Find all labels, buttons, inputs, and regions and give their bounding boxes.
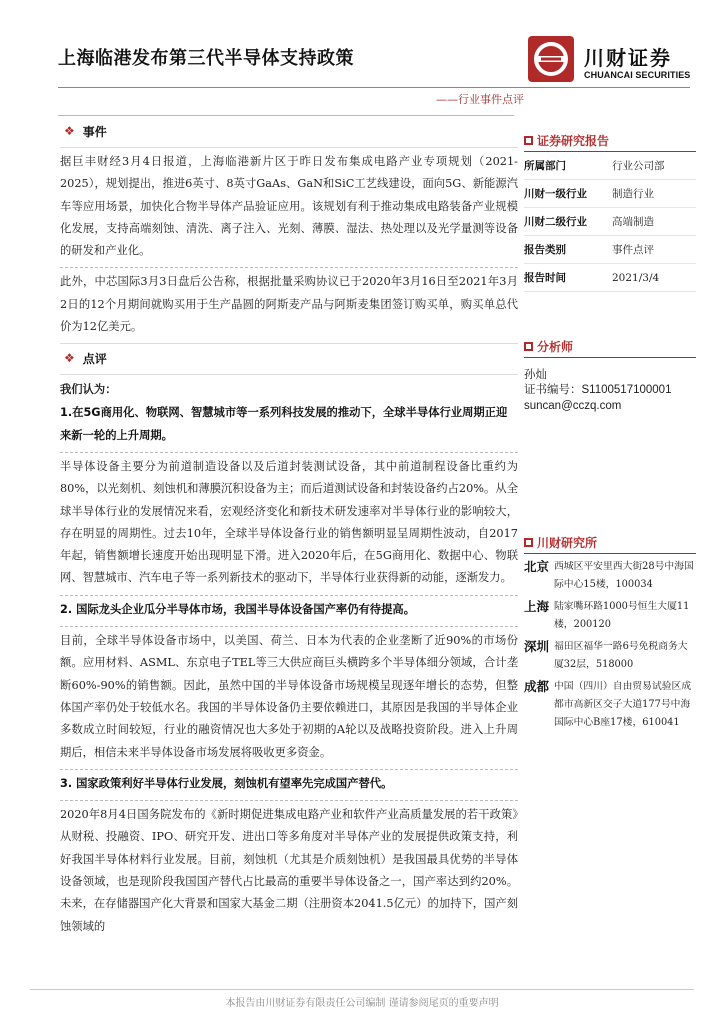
analyst-heading xyxy=(524,336,696,356)
point-body: 2020年8月4日国务院发布的《新时期促进集成电路产业和软件产业高质量发展的若干政策》从财税、投融资、IPO、研究开发、进出口等多角度对半导体产业的发展提供政策支持，利好我国半导体材料行业发展。目前，刻蚀机（尤其是介质刻蚀机）是我国最具优势的半导体设备领域，也是现阶段我国国产替代占比最高的重要半导体设备之一，国产率达到约20%。未来，在存储器国产化大背景和国家大基金二期（注册资本2041.5亿元）的加持下，国产刻蚀领域的 xyxy=(60,808,518,933)
sidebar xyxy=(524,130,696,732)
info-key: 报告类别 xyxy=(524,244,566,256)
page-title: 上海临港发布第三代半导体支持政策 xyxy=(58,48,354,69)
info-key: 川财二级行业 xyxy=(524,216,587,228)
office-entry xyxy=(524,638,696,674)
square-bullet-icon xyxy=(524,342,533,351)
event-paragraph: 此外，中芯国际3月3日盘后公告称，根据批量采购协议已于2020年3月16日至2021年3月2日的12个月期间就购买用于生产晶圆的阿斯麦产品与阿斯麦集团签订购买单，购买单总代价为12亿美元。 xyxy=(60,275,518,334)
square-bullet-icon xyxy=(524,136,533,145)
logo-text-en: CHUANCAI SECURITIES xyxy=(584,70,691,80)
office-address: 福田区福华一路6号免税商务大厦32层，518000 xyxy=(554,641,688,670)
institute-heading-label: 川财研究所 xyxy=(537,535,598,550)
point-divider xyxy=(60,595,518,596)
info-value: 行业公司部 xyxy=(612,160,665,172)
chuancai-logo-icon xyxy=(528,36,574,82)
event-divider xyxy=(60,147,518,148)
point-divider xyxy=(60,626,518,627)
comment-heading xyxy=(64,347,518,369)
comment-lead: 我们认为： xyxy=(60,383,117,397)
point-body: 目前，全球半导体设备市场中，以美国、荷兰、日本为代表的企业垄断了近90%的市场份额。应用材料、ASML、东京电子TEL等三大供应商巨头横跨多个半导体细分领域，合计垄断60%-90%的销售额。因此，虽然中国的半导体设备市场规模呈现逐年增长的态势，但整体国产率仍处于较低水名。我国的半导体设备仍主要依赖进口，其原因是我国的半导体企业多数成立时间较短，行业的融资情况也大多处于初期的A轮以及战略投资阶段。进入上升周期后，相信未来半导体设备市场发展将吸收更多资金。 xyxy=(60,634,518,759)
header-divider xyxy=(58,87,690,88)
report-subtitle: ——行业事件点评 xyxy=(436,93,524,106)
diamond-bullet-icon: ❖ xyxy=(64,124,75,138)
info-value: 事件点评 xyxy=(612,244,654,256)
office-entry xyxy=(524,558,696,594)
footer-divider xyxy=(30,989,694,990)
point-body: 半导体设备主要分为前道制造设备以及后道封装测试设备，其中前道制程设备比重约为80%，以光刻机、刻蚀机和薄膜沉积设备为主；而后道测试设备和封装设备约占20%。从全球半导体行业的发展情况来看，宏观经济变化和新技术研发速率对半导体行业的影响较大，存在明显的周期性。过去10年，全球半导体设备行业的销售额明显呈周期性波动，自2017年起，销售额增长速度开始出现明显下滑。进入2020年后，在5G商用化、数据中心、物联网、智慧城市、汽车电子等一系列新技术的驱动下，半导体行业获得新的动能，逐渐发力。 xyxy=(60,459,518,585)
info-value: 2021/3/4 xyxy=(612,271,660,284)
paragraph-divider xyxy=(60,267,518,268)
office-address: 陆家嘴环路1000号恒生大厦11楼，200120 xyxy=(554,601,690,630)
office-address: 中国（四川）自由贸易试验区成都市高新区交子大道177号中海国际中心B座17楼，610041 xyxy=(554,681,692,728)
square-bullet-icon xyxy=(524,538,533,547)
info-row xyxy=(524,208,696,236)
point-title: 1.在5G商用化、物联网、智慧城市等一系列科技发展的推动下，全球半导体行业周期正迎来新一轮的上升周期。 xyxy=(60,406,508,442)
subtitle-divider xyxy=(58,115,514,116)
office-city: 上海 xyxy=(524,599,550,614)
info-row xyxy=(524,264,696,292)
analyst-email[interactable]: suncan@cczq.com xyxy=(524,400,622,412)
main-content xyxy=(60,120,518,938)
point-divider xyxy=(60,800,518,801)
sidebar-divider xyxy=(524,357,696,358)
info-value: 高端制造 xyxy=(612,216,654,228)
analyst-name: 孙灿 xyxy=(524,367,547,381)
analyst-info xyxy=(524,366,696,414)
comment-heading-label: 点评 xyxy=(82,351,107,366)
analyst-cert: 证书编号：S1100517100001 xyxy=(524,384,672,396)
office-entry xyxy=(524,678,696,732)
office-address: 西城区平安里西大街28号中海国际中心15楼，100034 xyxy=(554,561,694,590)
info-key: 报告时间 xyxy=(524,272,566,284)
diamond-bullet-icon: ❖ xyxy=(64,351,75,366)
page-footer: 本报告由川财证券有限责任公司编制 谨请参阅尾页的重要声明 xyxy=(225,998,499,1009)
point-divider xyxy=(60,769,518,770)
report-info-heading xyxy=(524,130,696,150)
office-entry xyxy=(524,598,696,634)
logo-text-cn: 川财证券 xyxy=(584,46,672,70)
event-heading-label: 事件 xyxy=(82,124,107,139)
office-city: 成都 xyxy=(524,679,550,694)
section-divider xyxy=(60,343,518,344)
info-row xyxy=(524,236,696,264)
info-key: 所属部门 xyxy=(524,160,566,172)
info-value: 制造行业 xyxy=(612,188,654,200)
institute-heading xyxy=(524,532,696,552)
sidebar-divider xyxy=(524,553,696,554)
event-heading xyxy=(64,120,518,142)
company-logo xyxy=(528,36,698,84)
analyst-heading-label: 分析师 xyxy=(537,339,574,354)
point-title: 2. 国际龙头企业瓜分半导体市场，我国半导体设备国产率仍有待提高。 xyxy=(60,602,415,616)
info-row xyxy=(524,152,696,180)
report-info-heading-label: 证券研究报告 xyxy=(537,133,610,148)
event-paragraph: 据巨丰财经3月4日报道，上海临港新片区于昨日发布集成电路产业专项规划（2021-2025），规划提出，推进6英寸、8英寸GaAs、GaN和SiC工艺线建设，面向5G、新能源汽车等应用场景，加快化合物半导体产品验证应用。该规划有利于推动集成电路装备产业规模化发展，支持高端刻蚀、清洗、离子注入、光刻、薄膜、湿法、热处理以及光学量测等设备的研发和产业化。 xyxy=(60,155,518,258)
office-city: 北京 xyxy=(524,559,550,574)
info-key: 川财一级行业 xyxy=(524,188,587,200)
comment-divider xyxy=(60,374,518,375)
info-row xyxy=(524,180,696,208)
point-title: 3. 国家政策利好半导体行业发展，刻蚀机有望率先完成国产替代。 xyxy=(60,776,393,790)
office-city: 深圳 xyxy=(524,639,550,654)
point-divider xyxy=(60,452,518,453)
